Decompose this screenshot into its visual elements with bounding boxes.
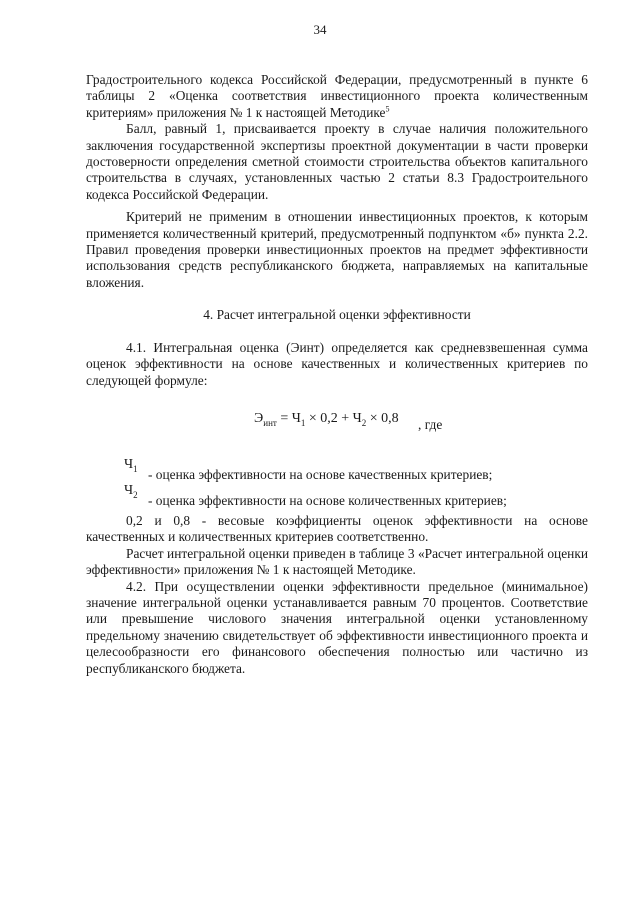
paragraph-table-ref: Расчет интегральной оценки приведен в таблице 3 «Расчет интегральной оценки эффективности» приложения № 1 к настоящей Методике. <box>86 545 588 578</box>
definition-symbol: $Ч_2$ <box>124 482 138 500</box>
footnote-mark: 5 <box>385 104 390 114</box>
paragraph-intro <box>86 72 588 121</box>
formula-suffix: , где <box>418 416 443 432</box>
paragraph-intro-text: Градостроительного кодекса Российской Федерации, предусмотренный в пункте 6 таблицы 2 «Оценка соответствия инвестиционного проекта количественным критериям» приложения № 1 к настоящей Методике <box>86 72 588 120</box>
paragraph-4-1: 4.1. Интегральная оценка (Эинт) определяется как средневзвешенная сумма оценок эффективности на основе качественных и количественных критериев по следующей формуле: <box>86 339 588 388</box>
document-body <box>86 72 588 677</box>
paragraph-criterion: Критерий не применим в отношении инвестиционных проектов, к которым применяется количественный критерий, предусмотренный подпунктом «б» пункта 2.2. Правил проведения проверки инвестиционных проектов на предмет эффективности использования средств республиканского бюджета, направляемых на капитальные вложения. <box>86 209 588 290</box>
page-number: 34 <box>313 22 327 37</box>
definition-symbol: $Ч_1$ <box>124 456 138 474</box>
integral-formula <box>86 403 588 439</box>
paragraph-ball: Балл, равный 1, присваивается проекту в случае наличия положительного заключения государственной экспертизы проектной документации в части проверки достоверности определения сметной стоимости строительства объектов капитального строительства в случаях, установленных частью 2 статьи 8.3 Градостроительного кодекса Российской Федерации. <box>86 121 588 202</box>
definition-ch2 <box>86 482 588 513</box>
paragraph-weights: 0,2 и 0,8 - весовые коэффициенты оценок эффективности на основе качественных и количественных критериев соответственно. <box>86 512 588 545</box>
paragraph-4-2: 4.2. При осуществлении оценки эффективности предельное (минимальное) значение интегральной оценки устанавливается равным 70 процентов. Соответствие или превышение числового значения интегральной оценки установленному предельному значению свидетельствует об эффективности инвестиционного проекта и целесообразности его финансового обеспечения полностью или частично из республиканского бюджета. <box>86 578 588 676</box>
section-heading: 4. Расчет интегральной оценки эффективности <box>203 307 471 323</box>
definition-text: - оценка эффективности на основе качественных критериев; <box>148 466 493 482</box>
definition-text: - оценка эффективности на основе количественных критериев; <box>148 492 507 508</box>
formula-expression: $Э_{инт} = Ч_1 \times 0,2 + Ч_2 \times 0,8$ <box>254 410 399 428</box>
definition-ch1 <box>86 456 588 487</box>
